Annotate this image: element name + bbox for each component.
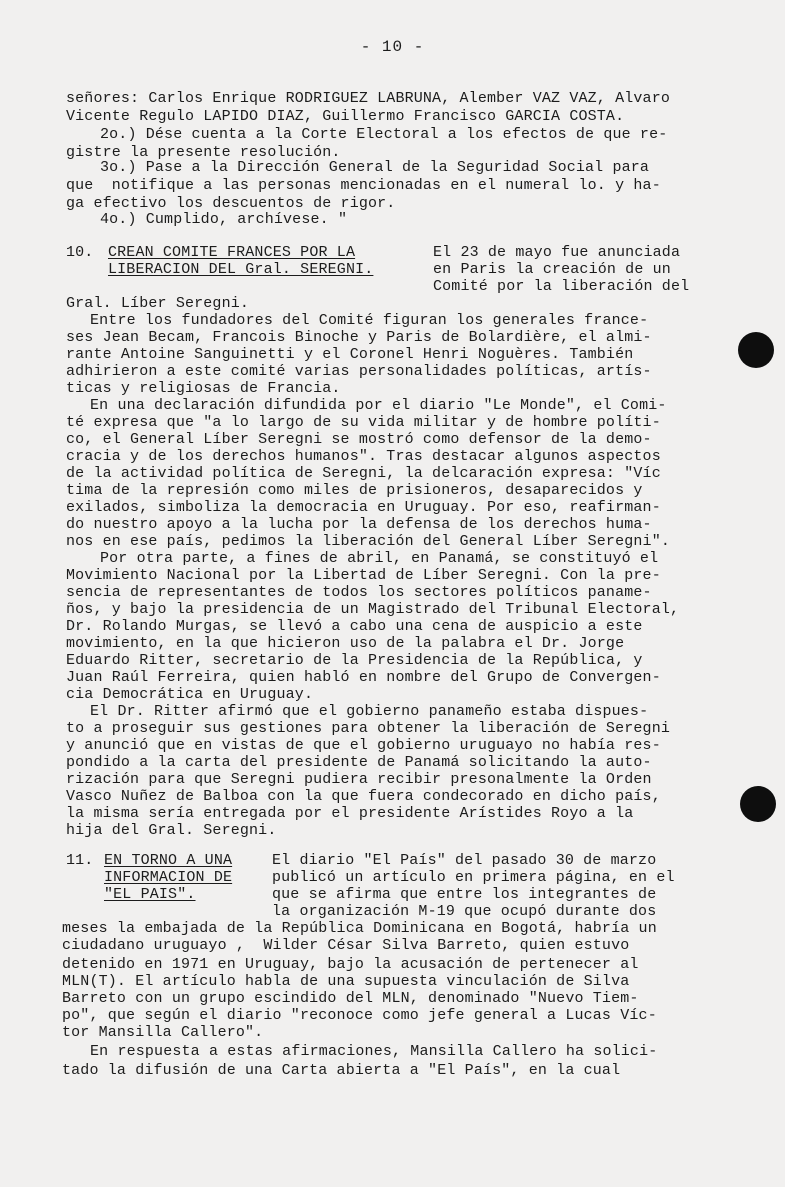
text-line: do nuestro apoyo a la lucha por la defensa de los derechos huma- <box>66 516 652 533</box>
text-line: publicó un artículo en primera página, en el <box>272 869 675 886</box>
text-line: cia Democrática en Uruguay. <box>66 686 314 703</box>
text-line: po", que según el diario "reconoce como jefe general a Lucas Víc- <box>62 1007 657 1024</box>
text-line: en Paris la creación de un <box>433 261 671 278</box>
text-line: Entre los fundadores del Comité figuran los generales france- <box>90 312 649 329</box>
text-line: to a proseguir sus gestiones para obtener la liberación de Seregni <box>66 720 670 737</box>
text-line: ticas y religiosas de Francia. <box>66 380 341 397</box>
binder-hole <box>738 332 774 368</box>
text-line: la misma sería entregada por el presidente Arístides Royo a la <box>66 805 634 822</box>
text-line: tado la difusión de una Carta abierta a "El País", en la cual <box>62 1062 621 1079</box>
text-line: nos en ese país, pedimos la liberación del General Líber Seregni". <box>66 533 670 550</box>
text-line: gistre la presente resolución. <box>66 144 341 161</box>
section-number: 10. <box>66 244 94 261</box>
text-line: 3o.) Pase a la Dirección General de la Seguridad Social para <box>100 159 650 176</box>
text-line: ses Jean Becam, Francois Binoche y Paris de Bolardière, el almi- <box>66 329 652 346</box>
text-line: Comité por la liberación del <box>433 278 690 295</box>
text-line: de la actividad política de Seregni, la delcaración expresa: "Víc <box>66 465 661 482</box>
text-line: co, el General Líber Seregni se mostró como defensor de la demo- <box>66 431 652 448</box>
text-line: MLN(T). El artículo habla de una supuesta vinculación de Silva <box>62 973 630 990</box>
text-line: cracia y de los derechos humanos". Tras destacar algunos aspectos <box>66 448 661 465</box>
text-line: y anunció que en vistas de que el gobierno uruguayo no había res- <box>66 737 661 754</box>
section-number: 11. <box>66 852 94 869</box>
text-line: El 23 de mayo fue anunciada <box>433 244 681 261</box>
text-line: 4o.) Cumplido, archívese. " <box>100 211 348 228</box>
text-line: El Dr. Ritter afirmó que el gobierno panameño estaba dispues- <box>90 703 649 720</box>
text-line: que notifique a las personas mencionadas en el numeral lo. y ha- <box>66 177 661 194</box>
section-heading: LIBERACION DEL Gral. SEREGNI. <box>108 261 374 278</box>
text-line: señores: Carlos Enrique RODRIGUEZ LABRUNA, Alember VAZ VAZ, Alvaro <box>66 90 670 107</box>
text-line: adhirieron a este comité varias personalidades políticas, artís- <box>66 363 652 380</box>
text-line: que se afirma que entre los integrantes de <box>272 886 657 903</box>
text-line: Eduardo Ritter, secretario de la Presidencia de la República, y <box>66 652 643 669</box>
section-heading: EN TORNO A UNA <box>104 852 233 869</box>
text-line: Juan Raúl Ferreira, quien habló en nombre del Grupo de Convergen- <box>66 669 661 686</box>
text-line: ciudadano uruguayo , Wilder César Silva Barreto, quien estuvo <box>62 937 630 954</box>
text-line: Gral. Líber Seregni. <box>66 295 250 312</box>
text-line: ga efectivo los descuentos de rigor. <box>66 195 396 212</box>
section-heading: CREAN COMITE FRANCES POR LA <box>108 244 356 261</box>
binder-hole <box>740 786 776 822</box>
text-line: El diario "El País" del pasado 30 de marzo <box>272 852 657 869</box>
text-line: ños, y bajo la presidencia de un Magistrado del Tribunal Electoral, <box>66 601 680 618</box>
text-line: rización para que Seregni pudiera recibir presonalmente la Orden <box>66 771 652 788</box>
text-line: detenido en 1971 en Uruguay, bajo la acusación de pertenecer al <box>62 956 639 973</box>
section-heading: INFORMACION DE <box>104 869 233 886</box>
page-number: - 10 - <box>360 38 425 56</box>
text-line: hija del Gral. Seregni. <box>66 822 277 839</box>
text-line: exilados, simboliza la democracia en Uruguay. Por eso, reafirman- <box>66 499 661 516</box>
text-line: Vasco Nuñez de Balboa con la que fuera condecorado en dicho país, <box>66 788 661 805</box>
text-line: tor Mansilla Callero". <box>62 1024 264 1041</box>
text-line: En respuesta a estas afirmaciones, Mansilla Callero ha solici- <box>90 1043 658 1060</box>
text-line: tima de la represión como miles de prisioneros, desaparecidos y <box>66 482 643 499</box>
text-line: pondido a la carta del presidente de Panamá solicitando la auto- <box>66 754 652 771</box>
text-line: Vicente Regulo LAPIDO DIAZ, Guillermo Francisco GARCIA COSTA. <box>66 108 625 125</box>
text-line: Movimiento Nacional por la Libertad de Líber Seregni. Con la pre- <box>66 567 661 584</box>
text-line: rante Antoine Sanguinetti y el Coronel Henri Noguères. También <box>66 346 634 363</box>
text-line: Dr. Rolando Murgas, se llevó a cabo una cena de auspicio a este <box>66 618 643 635</box>
text-line: meses la embajada de la República Dominicana en Bogotá, habría un <box>62 920 657 937</box>
text-line: Por otra parte, a fines de abril, en Panamá, se constituyó el <box>100 550 659 567</box>
text-line: movimiento, en la que hicieron uso de la palabra el Dr. Jorge <box>66 635 625 652</box>
text-line: té expresa que "a lo largo de su vida militar y de hombre políti- <box>66 414 661 431</box>
text-line: sencia de representantes de todos los sectores políticos paname- <box>66 584 652 601</box>
text-line: En una declaración difundida por el diario "Le Monde", el Comi- <box>90 397 667 414</box>
text-line: 2o.) Dése cuenta a la Corte Electoral a los efectos de que re- <box>100 126 668 143</box>
text-line: la organización M-19 que ocupó durante dos <box>272 903 657 920</box>
section-heading: "EL PAIS". <box>104 886 196 903</box>
text-line: Barreto con un grupo escindido del MLN, denominado "Nuevo Tiem- <box>62 990 639 1007</box>
